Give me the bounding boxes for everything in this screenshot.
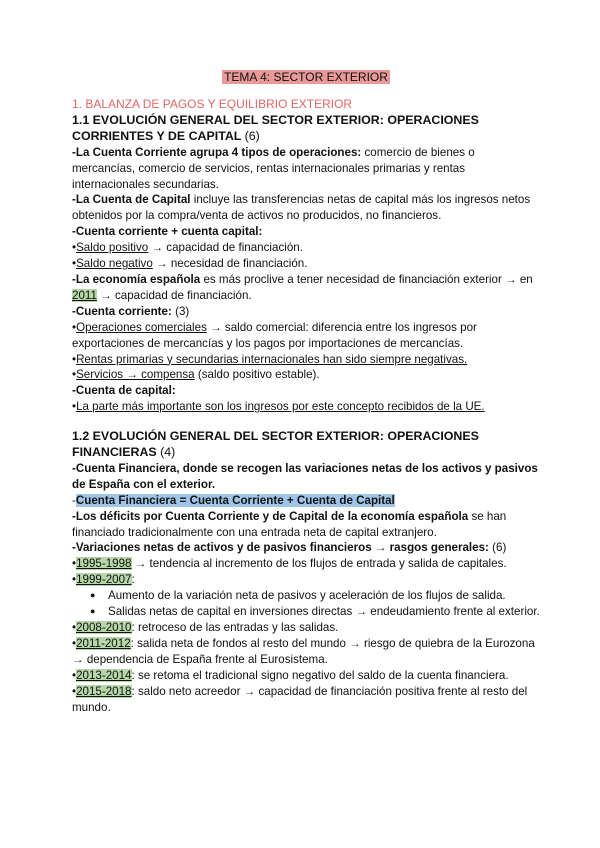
formula-highlight: Cuenta Financiera = Cuenta Corriente + Cuenta de Capital xyxy=(75,493,395,507)
subsection-heading-1-2: 1.2 EVOLUCIÓN GENERAL DEL SECTOR EXTERIOR: OPERACIONES FINANCIERAS (4) xyxy=(72,429,479,460)
sub-bullet-item: ● Salidas netas de capital en inversiones directas → endeudamiento frente al exterior. xyxy=(108,604,540,620)
sub-bullet-item: ● Aumento de la variación neta de pasivos y aceleración de los flujos de salida. xyxy=(108,588,540,604)
list-item-2013-2014: •2013-2014: se retoma el tradicional signo negativo del saldo de la cuenta financiera. xyxy=(72,668,509,682)
list-item-1995-1998: •1995-1998 → tendencia al incremento de los flujos de entrada y salida de capitales. xyxy=(72,557,507,571)
paragraph-cuenta-de-capital-label: -Cuenta de capital: xyxy=(72,384,176,398)
paragraph-deficits: -Los déficits por Cuenta Corriente y de Capital de la economía española se han financiado tradicionalmente con una entrada neta de capital extranjero. xyxy=(72,509,507,539)
paragraph-cuenta-corriente-label: -Cuenta corriente: (3) xyxy=(72,304,190,318)
list-item-2015-2018: •2015-2018: saldo neto acreedor → capacidad de financiación positiva frente al resto del mundo. xyxy=(72,684,528,714)
paragraph-cc-plus-capital: -Cuenta corriente + cuenta capital: xyxy=(72,225,263,239)
list-item-servicios: •Servicios → compensa (saldo positivo estable). xyxy=(72,368,320,382)
list-item-2011-2012: •2011-2012: salida neta de fondos al resto del mundo → riesgo de quiebra de la Eurozona → dependencia de España frente al Eurosistema. xyxy=(72,636,535,666)
list-item-ingresos-ue: •La parte más importante son los ingresos por este concepto recibidos de la UE. xyxy=(72,400,485,414)
section-heading: 1. BALANZA DE PAGOS Y EQUILIBRIO EXTERIOR xyxy=(72,97,353,111)
paragraph-economia-espanola: -La economía española es más proclive a tener necesidad de financiación exterior → en 2011 → capacidad de financiación. xyxy=(72,272,533,302)
title-row xyxy=(72,70,540,84)
list-item-rentas: •Rentas primarias y secundarias internacionales han sido siempre negativas. xyxy=(72,352,468,366)
paragraph-cuenta-financiera: -Cuenta Financiera, donde se recogen las variaciones netas de los activos y pasivos de España con el exterior. xyxy=(72,461,538,491)
paragraph-formula: -Cuenta Financiera = Cuenta Corriente + Cuenta de Capital xyxy=(72,493,395,507)
paragraph-variaciones-netas: -Variaciones netas de activos y de pasivos financieros → rasgos generales: (6) xyxy=(72,541,507,555)
page-title: TEMA 4: SECTOR EXTERIOR xyxy=(224,70,388,84)
year-highlight: 2011 xyxy=(72,288,97,302)
list-item-1999-2007: •1999-2007: xyxy=(72,573,135,587)
list-item-saldo-positivo: •Saldo positivo → capacidad de financiación. xyxy=(72,241,303,255)
list-item-2008-2010: •2008-2010: retroceso de las entradas y las salidas. xyxy=(72,621,339,634)
list-item-saldo-negativo: •Saldo negativo → necesidad de financiación. xyxy=(72,257,308,271)
paragraph-cuenta-capital: -La Cuenta de Capital incluye las transferencias netas de capital más los ingresos netos obtenidos por la compra/venta de activos no producidos, no financieros. xyxy=(72,193,531,223)
sub-bullet-list xyxy=(72,588,540,620)
paragraph-cuenta-corriente: -La Cuenta Corriente agrupa 4 tipos de operaciones: comercio de bienes o mercancías, comercio de servicios, rentas internacionales primarias y rentas internacionales secundarias. xyxy=(72,145,475,191)
subsection-heading-1-1: 1.1 EVOLUCIÓN GENERAL DEL SECTOR EXTERIOR: OPERACIONES CORRIENTES Y DE CAPITAL (6) xyxy=(72,112,479,143)
list-item-operaciones-comerciales: •Operaciones comerciales → saldo comercial: diferencia entre los ingresos por exportaciones de mercancías y los pagos por importaciones de mercancías. xyxy=(72,320,477,350)
